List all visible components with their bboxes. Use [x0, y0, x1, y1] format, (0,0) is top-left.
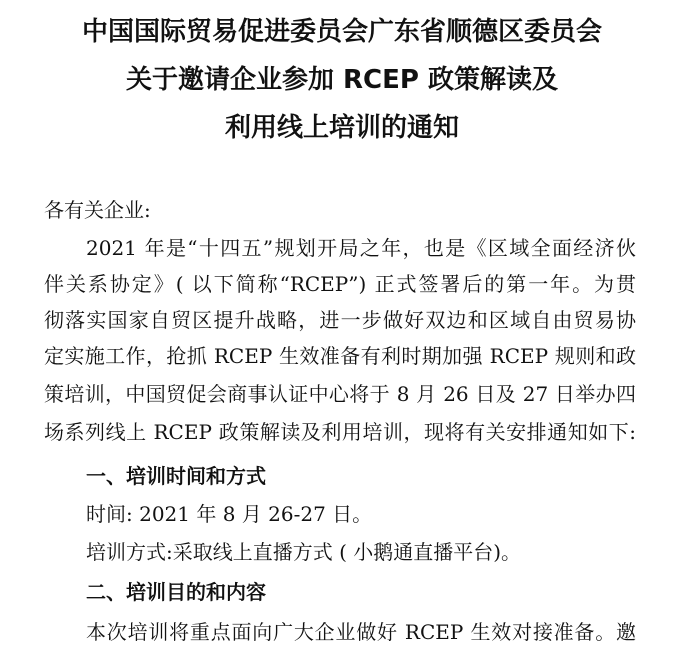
document-title-line-1: 中国国际贸易促进委员会广东省顺德区委员会 [81, 17, 602, 47]
body-paragraph-line: 场系列线上 RCEP 政策解读及利用培训，现将有关安排通知如下: [44, 420, 636, 444]
training-purpose-first-line: 本次培训将重点面向广大企业做好 RCEP 生效对接准备。邀 [86, 620, 636, 644]
body-paragraph-line: 2021 年是“十四五”规划开局之年，也是《区域全面经济伙 [86, 236, 636, 260]
document-title-line-3: 利用线上培训的通知 [224, 113, 459, 143]
body-paragraph-line: 定实施工作，抢抓 RCEP 生效准备有利时期加强 RCEP 规则和政 [44, 344, 636, 368]
document-title-line-2: 关于邀请企业参加 RCEP 政策解读及 [125, 65, 559, 95]
training-time-line: 时间: 2021 年 8 月 26-27 日。 [86, 502, 373, 526]
body-paragraph-line: 彻落实国家自贸区提升战略，进一步做好双边和区域自由贸易协 [44, 308, 636, 332]
body-paragraph-line: 策培训，中国贸促会商事认证中心将于 8 月 26 日及 27 日举办四 [44, 382, 636, 406]
body-paragraph-line: 伴关系协定》( 以下简称“RCEP”) 正式签署后的第一年。为贯 [44, 272, 636, 296]
salutation: 各有关企业: [44, 198, 151, 222]
section-heading-training-purpose-content: 二、培训目的和内容 [86, 580, 266, 604]
section-heading-training-time-method: 一、培训时间和方式 [86, 464, 266, 488]
training-method-line: 培训方式:采取线上直播方式 ( 小鹅通直播平台)。 [86, 540, 522, 564]
